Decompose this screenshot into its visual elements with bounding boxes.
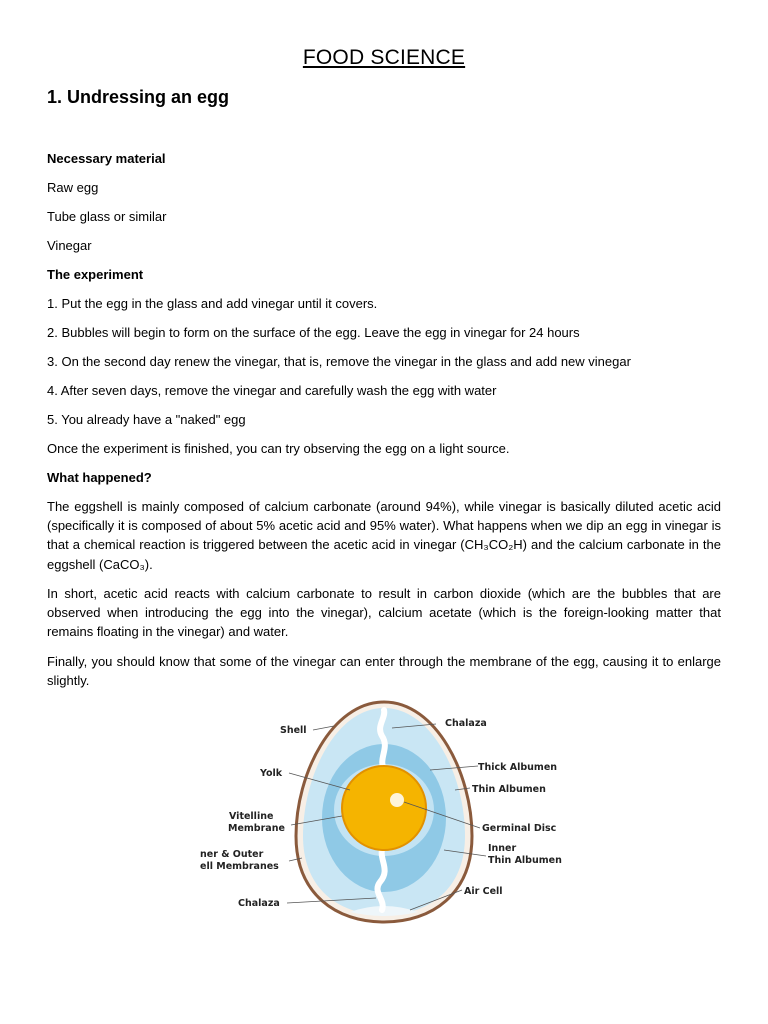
what-happened-heading: What happened? [47, 470, 152, 485]
experiment-step: 3. On the second day renew the vinegar, that is, remove the vinegar in the glass and add new vinegar [47, 354, 631, 369]
egg-chalaza-top [380, 710, 385, 770]
experiment-step: 1. Put the egg in the glass and add vinegar until it covers. [47, 296, 378, 311]
label-chalaza-bottom: Chalaza [238, 898, 280, 909]
egg-anatomy-diagram [200, 698, 568, 926]
experiment-step: 5. You already have a "naked" egg [47, 412, 246, 427]
label-shell-membranes: ner & Outer [200, 849, 264, 860]
label-germinal-disc: Germinal Disc [482, 823, 557, 834]
material-item: Raw egg [47, 180, 99, 195]
label-chalaza-top: Chalaza [445, 718, 487, 729]
page-title: FOOD SCIENCE [302, 46, 466, 69]
label-vitelline-membrane: Membrane [228, 823, 285, 834]
egg-germinal-disc [390, 793, 404, 807]
experiment-closing: Once the experiment is finished, you can try observing the egg on a light source. [47, 441, 510, 456]
label-inner-thin-albumen: Inner [488, 843, 517, 854]
material-item: Tube glass or similar [47, 209, 167, 224]
material-item: Vinegar [47, 238, 92, 253]
label-yolk: Yolk [260, 768, 283, 779]
label-shell: Shell [280, 725, 307, 736]
egg-yolk [342, 766, 426, 850]
experiment-heading: The experiment [47, 267, 144, 282]
label-air-cell: Air Cell [464, 886, 503, 897]
explanation-paragraph: Finally, you should know that some of the vinegar can enter through the membrane of the egg, causing it to enlarge slightly. [47, 654, 721, 689]
experiment-step: 2. Bubbles will begin to form on the surface of the egg. Leave the egg in vinegar for 24 hours [47, 325, 580, 340]
label-thick-albumen: Thick Albumen [478, 762, 558, 773]
label-inner-thin-albumen: Thin Albumen [488, 855, 562, 866]
experiment-step: 4. After seven days, remove the vinegar and carefully wash the egg with water [47, 383, 497, 398]
section-heading: 1. Undressing an egg [47, 87, 230, 107]
explanation-paragraph: In short, acetic acid reacts with calcium carbonate to result in carbon dioxide (which are the bubbles that are observed when introducing the egg into the vinegar), calcium acetate (which is the foreign-looking matter that remains floating in the vinegar) and water. [47, 586, 721, 640]
explanation-paragraph: The eggshell is mainly composed of calcium carbonate (around 94%), while vinegar is basically diluted acetic acid (specifically it is composed of about 5% acetic acid and 95% water). What happens when we dip an egg in vinegar is that a chemical reaction is triggered between the acetic acid in vinegar (CH₃CO₂H) and the calcium carbonate in the eggshell (CaCO₃). [47, 499, 721, 572]
material-heading: Necessary material [47, 151, 166, 166]
label-shell-membranes: ell Membranes [200, 861, 279, 872]
label-vitelline-membrane: Vitelline [229, 811, 274, 822]
label-thin-albumen: Thin Albumen [472, 784, 546, 795]
